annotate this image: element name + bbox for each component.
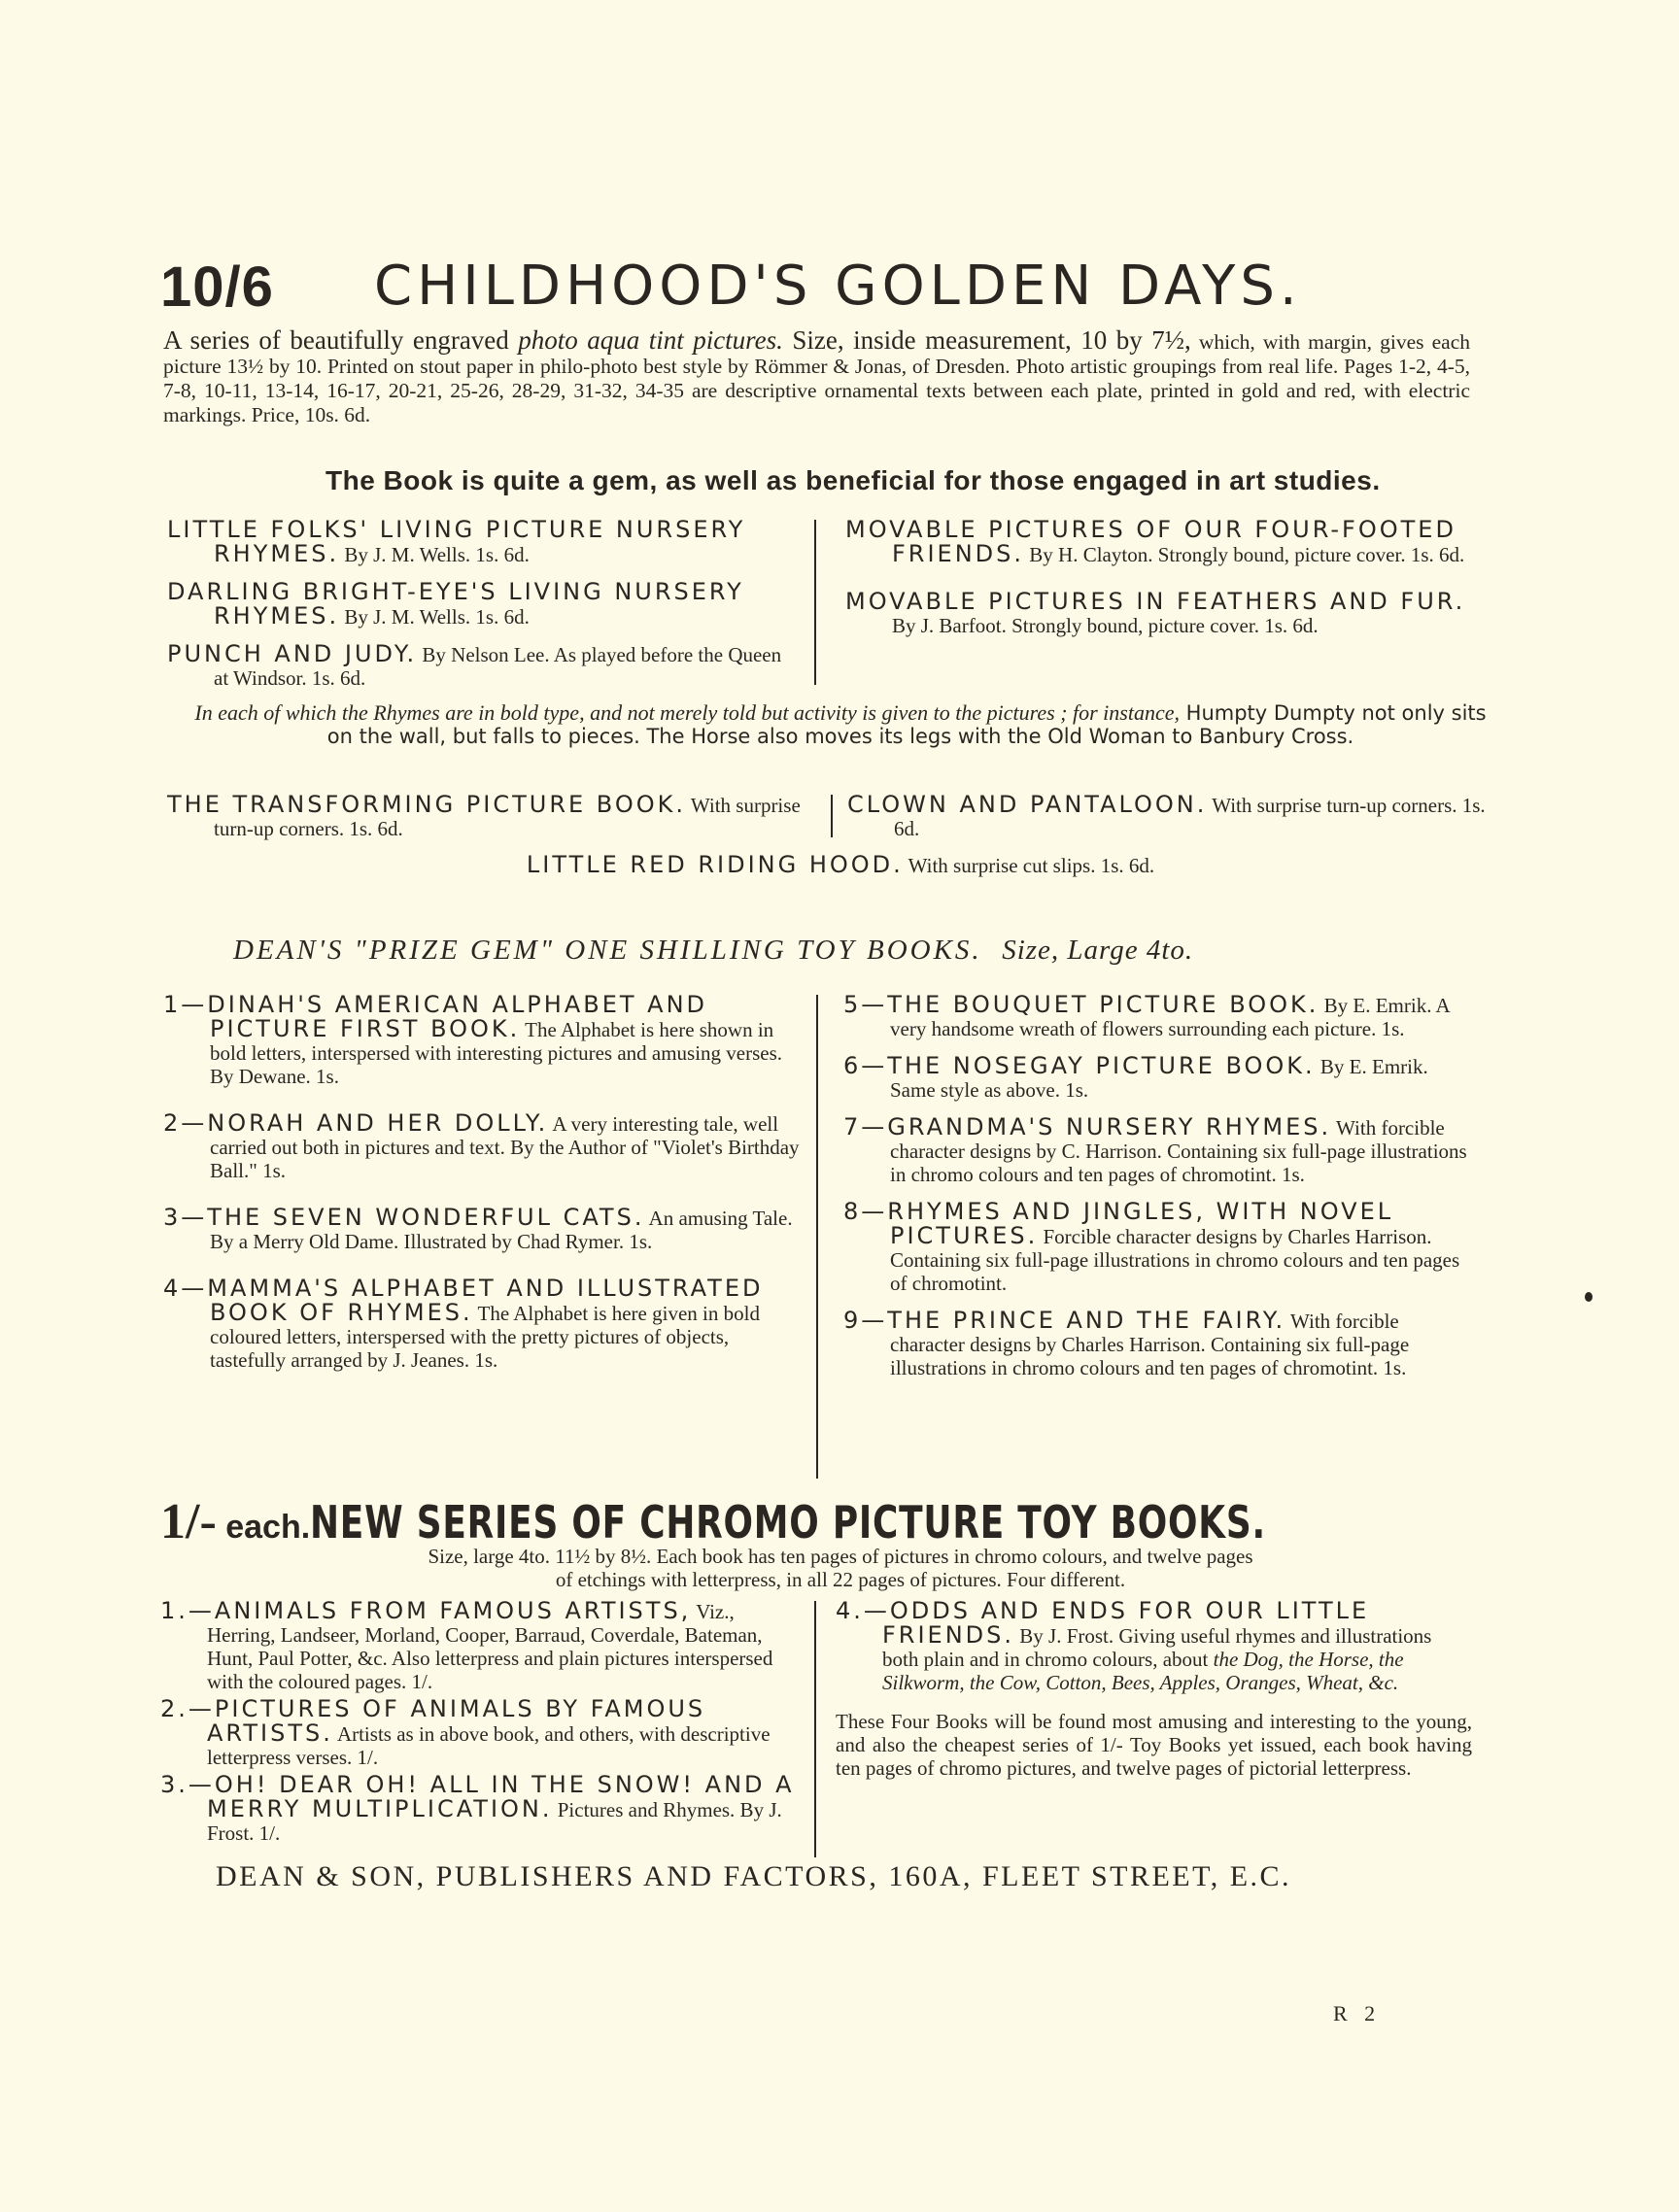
- prize-right-column: [843, 993, 1473, 1393]
- list-item: 1—DINAH'S AMERICAN ALPHABET AND PICTURE FIRST BOOK. The Alphabet is here shown in bold letters, interspersed with interesting pictures and amusing verses. By Dewane. 1s.: [163, 991, 783, 1088]
- prize-left-column: [163, 993, 800, 1385]
- publisher-footer: DEAN & SON, PUBLISHERS AND FACTORS, 160A, FLEET STREET, E.C.: [216, 1860, 1292, 1892]
- intro-lead: A series of beautifully engraved photo aqua tint pictures. Size, inside measurement, 10 by 7½,: [163, 325, 1191, 355]
- living-right-column: [845, 518, 1467, 651]
- list-item: 5—THE BOUQUET PICTURE BOOK. By E. Emrik. A very handsome wreath of flowers surrounding each picture. 1s.: [843, 991, 1450, 1040]
- list-item: 3.—OH! DEAR OH! ALL IN THE SNOW! AND A MERRY MULTIPLICATION. Pictures and Rhymes. By J. Frost. 1/.: [160, 1771, 795, 1845]
- list-item: 8—RHYMES AND JINGLES, WITH NOVEL PICTURES. Forcible character designs by Charles Harrison. Containing six full-page illustrations in chromo colours and ten pages of chromotint.: [843, 1198, 1460, 1295]
- list-item: 2—NORAH AND HER DOLLY. A very interesting tale, well carried out both in pictures and text. By the Author of "Violet's Birthday Ball." 1s.: [163, 1109, 800, 1182]
- list-item: 3—THE SEVEN WONDERFUL CATS. An amusing Tale. By a Merry Old Dame. Illustrated by Chad Rymer. 1s.: [163, 1204, 793, 1253]
- list-item: 9—THE PRINCE AND THE FAIRY. With forcible character designs by Charles Harrison. Containing six full-page illustrations in chromo colours and ten pages of chromotint. 1s.: [843, 1307, 1410, 1379]
- section-title-new-series: 1/- each.NEW SERIES OF CHROMO PICTURE TOY BOOKS.: [160, 1494, 1267, 1549]
- surprise-center: LITTLE RED RIDING HOOD. With surprise cut slips. 1s. 6d.: [526, 851, 1155, 878]
- list-item: PUNCH AND JUDY. By Nelson Lee. As played before the Queen at Windsor. 1s. 6d.: [167, 640, 782, 690]
- price-heading: 10/6: [160, 255, 274, 319]
- column-divider: [831, 795, 833, 837]
- rhymes-note: In each of which the Rhymes are in bold type, and not merely told but activity is given to the pictures ; for instance, Humpty Dumpty not only sits on the wall, but falls to pieces. The Horse also moves its legs with the Old Woman to Banbury Cross.: [194, 700, 1487, 748]
- list-item: DARLING BRIGHT-EYE'S LIVING NURSERY RHYMES. By J. M. Wells. 1s. 6d.: [167, 578, 744, 630]
- page-mark: R 2: [1333, 2001, 1382, 2025]
- list-item: MOVABLE PICTURES IN FEATHERS AND FUR. By J. Barfoot. Strongly bound, picture cover. 1s. 6d.: [845, 588, 1466, 637]
- list-item: 4—MAMMA'S ALPHABET AND ILLUSTRATED BOOK OF RHYMES. The Alphabet is here given in bold coloured letters, interspersed with the pretty pictures of objects, tastefully arranged by J. Jeanes. 1s.: [163, 1275, 764, 1372]
- series-note: These Four Books will be found most amusing and interesting to the young, and also the cheapest series of 1/- Toy Books yet issued, each book having ten pages of chromo pictures, and twelve pages of pictorial letterpress.: [836, 1710, 1472, 1780]
- list-item: LITTLE FOLKS' LIVING PICTURE NURSERY RHYMES. By J. M. Wells. 1s. 6d.: [167, 516, 746, 567]
- column-divider: [814, 520, 816, 685]
- list-item: 4.—ODDS AND ENDS FOR OUR LITTLE FRIENDS. By J. Frost. Giving useful rhymes and illustrations both plain and in chromo colours, about the Dog, the Horse, the Silkworm, the Cow, Cotton, Bees, Apples, Oranges, Wheat, &c.: [836, 1597, 1432, 1694]
- surprise-right: CLOWN AND PANTALOON. With surprise turn-up corners. 1s. 6d.: [847, 791, 1486, 840]
- list-item: 1.—ANIMALS FROM FAMOUS ARTISTS, Viz., Herring, Landseer, Morland, Cooper, Barraud, Coverdale, Bateman, Hunt, Paul Potter, &c. Also letterpress and plain pictures interspersed with the coloured pages. 1/.: [160, 1597, 773, 1693]
- section-title-prize-gem: DEAN'S "PRIZE GEM" ONE SHILLING TOY BOOKS. Size, Large 4to.: [233, 935, 1194, 966]
- series-right-column: [836, 1599, 1472, 1793]
- column-divider: [814, 1601, 816, 1857]
- list-item: MOVABLE PICTURES OF OUR FOUR-FOOTED FRIENDS. By H. Clayton. Strongly bound, picture cover. 1s. 6d.: [845, 516, 1465, 567]
- surprise-left: THE TRANSFORMING PICTURE BOOK. With surprise turn-up corners. 1s. 6d.: [167, 791, 801, 840]
- intro-body: which, with margin, gives each picture 13½ by 10. Printed on stout paper in philo-photo best style by Römmer & Jonas, of Dresden. Photo artistic groupings from real life. Pages 1-2, 4-5, 7-8, 10-11, 13-14, 16-17, 20-21, 25-26, 28-29, 31-32, 34-35 are descriptive ornamental texts between each plate, printed in gold and red, with electric markings. Price, 10s. 6d.: [163, 330, 1470, 426]
- living-left-column: [167, 518, 799, 703]
- list-item: 6—THE NOSEGAY PICTURE BOOK. By E. Emrik. Same style as above. 1s.: [843, 1052, 1428, 1102]
- list-item: 7—GRANDMA'S NURSERY RHYMES. With forcible character designs by C. Harrison. Containing six full-page illustrations in chromo colours and ten pages of chromotint. 1s.: [843, 1113, 1467, 1186]
- gem-line: The Book is quite a gem, as well as beneficial for those engaged in art studies.: [326, 465, 1381, 495]
- series-description: Size, large 4to. 11½ by 8½. Each book has ten pages of pictures in chromo colours, and twelve pages of etchings with letterpress, in all 22 pages of pictures. Four different.: [428, 1545, 1253, 1591]
- series-left-column: [160, 1599, 802, 1858]
- column-divider: [816, 995, 818, 1479]
- ink-dot: [1585, 1292, 1593, 1302]
- page-title: CHILDHOOD'S GOLDEN DAYS.: [374, 255, 1302, 318]
- list-item: 2.—PICTURES OF ANIMALS BY FAMOUS ARTISTS. Artists as in above book, and others, with descriptive letterpress verses. 1/.: [160, 1695, 771, 1769]
- intro-paragraph: [163, 325, 1470, 427]
